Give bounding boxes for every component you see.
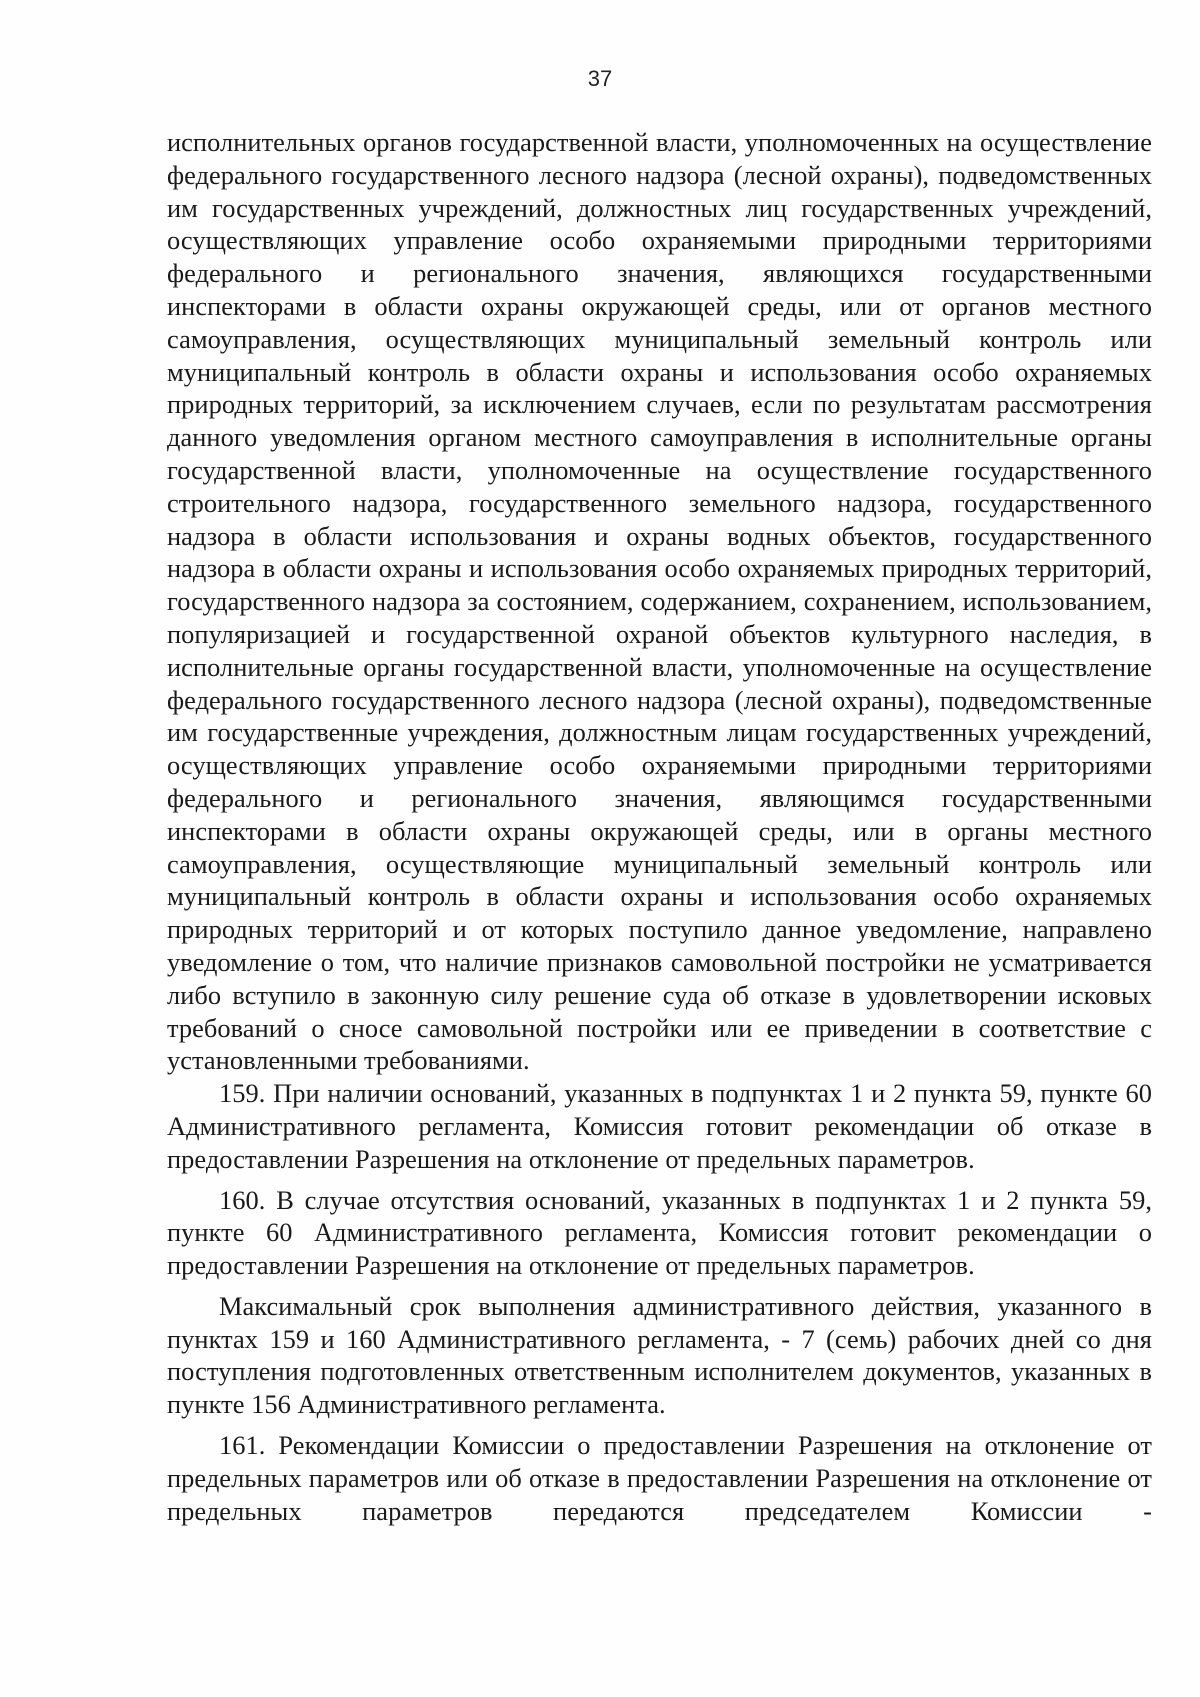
paragraph-item-161: 161. Рекомендации Комиссии о предоставлении Разрешения на отклонение от предельных параметров или об отказе в предоставлении Разрешения на отклонение от предельных параметров передаются председателем Комиссии - [167, 1430, 1152, 1526]
paragraph-item-160: 160. В случае отсутствия оснований, указанных в подпунктах 1 и 2 пункта 59, пункте 60 Административного регламента, Комиссия готовит рекомендации о предоставлении Разрешения на отклонение от предельных параметров. [167, 1184, 1152, 1281]
paragraph-max-term: Максимальный срок выполнения административного действия, указанного в пунктах 159 и 160 Административного регламента, - 7 (семь) рабочих дней со дня поступления подготовленных ответственным исполнителем документов, указанных в пункте 156 Административного регламента. [167, 1290, 1152, 1420]
paragraph-item-159: 159. При наличии оснований, указанных в подпунктах 1 и 2 пункта 59, пункте 60 Административного регламента, Комиссия готовит рекомендации об отказе в предоставлении Разрешения на отклонение от предельных параметров. [167, 1078, 1152, 1174]
document-body [167, 126, 1152, 1527]
page-number: 37 [587, 66, 613, 91]
paragraph-continuation: исполнительных органов государственной власти, уполномоченных на осуществление федерального государственного лесного надзора (лесной охраны), подведомственных им государственных учреждений, должностных лиц государственных учреждений, осуществляющих управление особо охраняемыми природными территориями федерального и регионального значения, являющихся государственными инспекторами в области охраны окружающей среды, или от органов местного самоуправления, осуществляющих муниципальный земельный контроль или муниципальный контроль в области охраны и использования особо охраняемых природных территорий, за исключением случаев, если по результатам рассмотрения данного уведомления органом местного самоуправления в исполнительные органы государственной власти, уполномоченные на осуществление государственного строительного надзора, государственного земельного надзора, государственного надзора в области использования и охраны водных объектов, государственного надзора в области охраны и использования особо охраняемых природных территорий, государственного надзора за состоянием, содержанием, сохранением, использованием, популяризацией и государственной охраной объектов культурного наследия, в исполнительные органы государственной власти, уполномоченные на осуществление федерального государственного лесного надзора (лесной охраны), подведомственные им государственные учреждения, должностным лицам государственных учреждений, осуществляющих управление особо охраняемыми природными территориями федерального и регионального значения, являющимся государственными инспекторами в области охраны окружающей среды, или в органы местного самоуправления, осуществляющие муниципальный земельный контроль или муниципальный контроль в области охраны и использования особо охраняемых природных территорий и от которых поступило данное уведомление, направлено уведомление о том, что наличие признаков самовольной постройки не усматривается либо вступило в законную силу решение суда об отказе в удовлетворении исковых требований о сносе самовольной постройки или ее приведении в соответствие с установленными требованиями. [167, 127, 1152, 1076]
